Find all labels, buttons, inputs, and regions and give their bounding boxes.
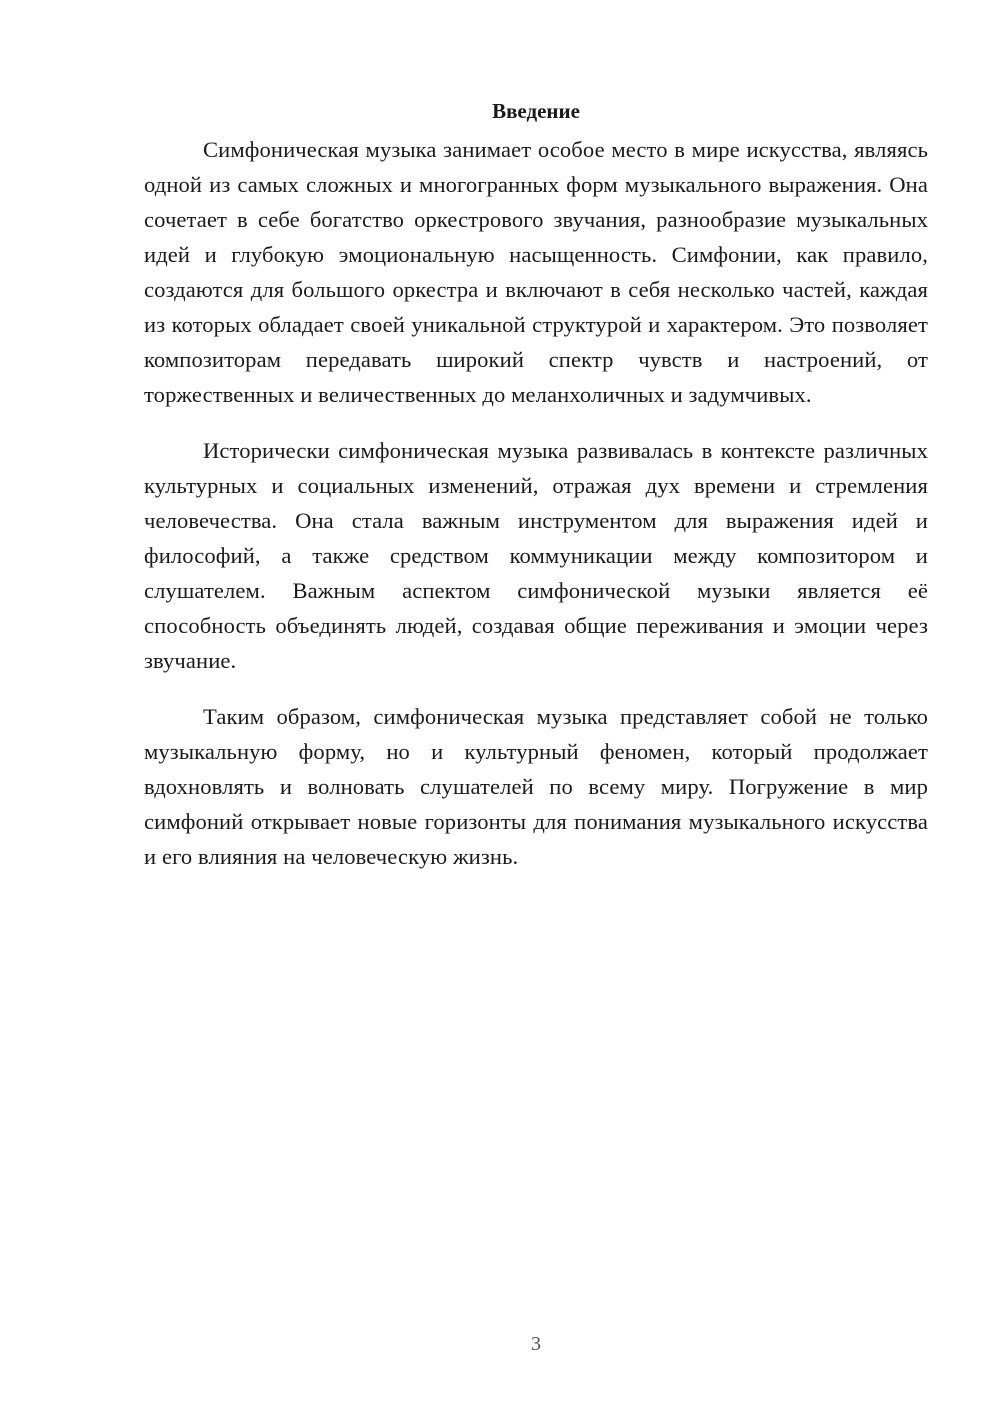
paragraph-3: Таким образом, симфоническая музыка представляет собой не только музыкальную форму, но и культурный феномен, который продолжает вдохновлять и волновать слушателей по всему миру. Погружение в мир симфоний открывает новые горизонты для понимания музыкального искусства и его влияния на человеческую жизнь.	[144, 704, 928, 869]
paragraph-1: Симфоническая музыка занимает особое место в мире искусства, являясь одной из самых сложных и многогранных форм музыкального выражения. Она сочетает в себе богатство оркестрового звучания, разнообразие музыкальных идей и глубокую эмоциональную насыщенность. Симфонии, как правило, создаются для большого оркестра и включают в себя несколько частей, каждая из которых обладает своей уникальной структурой и характером. Это позволяет композиторам передавать широкий спектр чувств и настроений, от торжественных и величественных до меланхоличных и задумчивых.	[144, 137, 928, 407]
paragraph-2: Исторически симфоническая музыка развивалась в контексте различных культурных и социальных изменений, отражая дух времени и стремления человечества. Она стала важным инструментом для выражения идей и философий, а также средством коммуникации между композитором и слушателем. Важным аспектом симфонической музыки является её способность объединять людей, создавая общие переживания и эмоции через звучание.	[144, 438, 928, 673]
page-number: 3	[531, 1333, 541, 1355]
section-heading: Введение	[492, 99, 580, 123]
document-body	[144, 96, 928, 895]
